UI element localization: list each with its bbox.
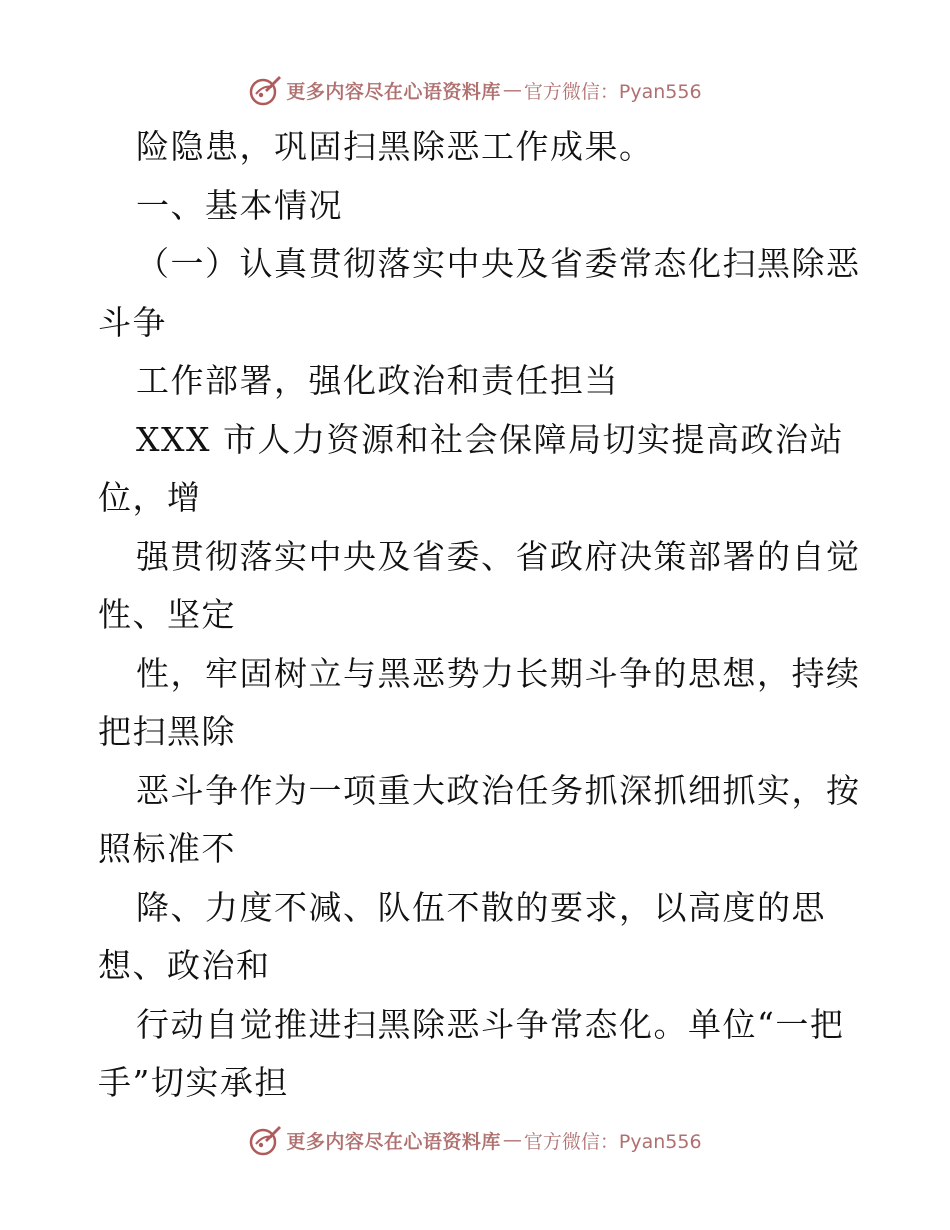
banner-wechat: 官方微信：Pyan556 bbox=[523, 1130, 702, 1153]
text-line: 性、坚定 bbox=[98, 595, 236, 634]
text-line: 性，牢固树立与黑恶势力长期斗争的思想，持续 bbox=[136, 653, 861, 693]
text-line: 工作部署，强化政治和责任担当 bbox=[136, 361, 619, 400]
banner-separator: — bbox=[502, 1129, 522, 1151]
text-line: 照标准不 bbox=[98, 829, 236, 868]
text-line: 恶斗争作为一项重大政治任务抓深抓细抓实，按 bbox=[136, 770, 861, 810]
pen-nib-seal-icon bbox=[248, 1123, 282, 1157]
text-line: 险隐患，巩固扫黑除恶工作成果。 bbox=[136, 127, 654, 166]
text-line: 把扫黑除 bbox=[98, 712, 236, 751]
text-line: 位，增 bbox=[98, 478, 202, 517]
banner-wechat: 官方微信：Pyan556 bbox=[523, 80, 702, 103]
subsection-heading-continued: 斗争 bbox=[98, 302, 167, 342]
text-line: 强贯彻落实中央及省委、省政府决策部署的自觉 bbox=[136, 536, 861, 576]
text-line: 行动自觉推进扫黑除恶斗争常态化。单位“一把 bbox=[136, 1004, 845, 1044]
text-line: 降、力度不减、队伍不散的要求，以高度的思 bbox=[136, 887, 826, 927]
text-line: XXX 市人力资源和社会保障局切实提高政治站 bbox=[136, 419, 844, 459]
document-body bbox=[98, 118, 861, 1113]
header-banner bbox=[0, 70, 950, 110]
footer-banner bbox=[0, 1120, 950, 1160]
pen-nib-seal-icon bbox=[248, 73, 282, 107]
banner-title: 更多内容尽在心语资料库 bbox=[286, 80, 501, 103]
section-heading: 一、基本情况 bbox=[136, 185, 343, 225]
banner-title: 更多内容尽在心语资料库 bbox=[286, 1130, 501, 1153]
text-line: 想、政治和 bbox=[98, 946, 271, 985]
banner-separator: — bbox=[502, 79, 522, 101]
subsection-heading: （一）认真贯彻落实中央及省委常态化扫黑除恶 bbox=[136, 244, 861, 283]
text-line: 手”切实承担 bbox=[98, 1063, 289, 1102]
